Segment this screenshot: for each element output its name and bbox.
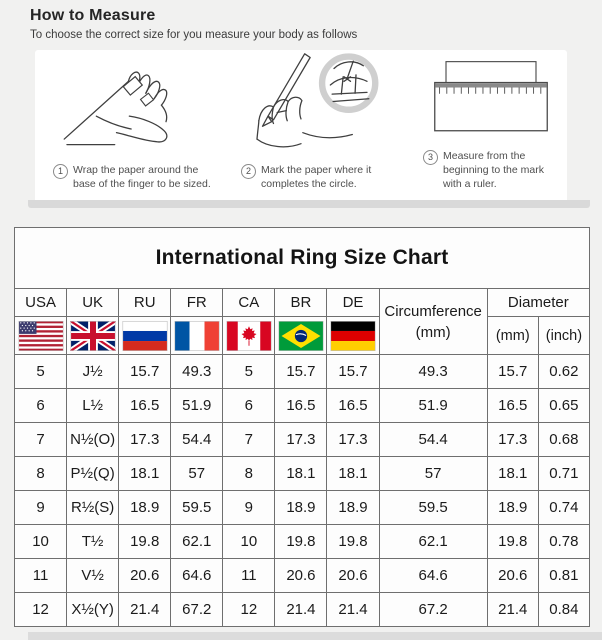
- size-cell: 59.5: [171, 491, 223, 525]
- size-cell: 20.6: [119, 559, 171, 593]
- size-cell: 17.3: [487, 423, 538, 457]
- step-3-caption-text: Measure from the beginning to the mark with a ruler.: [443, 150, 544, 191]
- size-cell: 18.9: [327, 491, 379, 525]
- size-cell: 10: [15, 525, 67, 559]
- ring-size-chart-table: [14, 227, 590, 627]
- fr-flag-icon: [174, 321, 220, 351]
- measure-steps-panel: [35, 50, 567, 200]
- size-cell: 0.78: [538, 525, 589, 559]
- pen-marking-paper-with-magnifier-icon: [229, 52, 417, 162]
- fr-flag-cell: [171, 317, 223, 355]
- page-title: How to Measure: [30, 7, 156, 24]
- size-cell: 16.5: [487, 389, 538, 423]
- size-cell: 11: [223, 559, 275, 593]
- size-cell: 7: [15, 423, 67, 457]
- size-cell: 17.3: [119, 423, 171, 457]
- step-1: [39, 52, 227, 200]
- size-cell: 18.1: [487, 457, 538, 491]
- step-3: [419, 52, 563, 200]
- step-1-caption: [39, 162, 227, 200]
- size-cell: 0.68: [538, 423, 589, 457]
- de-flag-cell: [327, 317, 379, 355]
- panel-shadow: [28, 200, 590, 208]
- br-flag-icon: [278, 321, 324, 351]
- size-cell: 20.6: [327, 559, 379, 593]
- size-cell: 19.8: [119, 525, 171, 559]
- step-1-caption-text: Wrap the paper around the base of the finger to be sized.: [73, 164, 211, 191]
- size-row: [15, 355, 590, 389]
- size-cell: X½(Y): [67, 593, 119, 627]
- size-cell: 21.4: [487, 593, 538, 627]
- size-cell: P½(Q): [67, 457, 119, 491]
- size-cell: 16.5: [275, 389, 327, 423]
- flag-row: [15, 317, 590, 355]
- size-cell: 5: [223, 355, 275, 389]
- size-cell: 9: [223, 491, 275, 525]
- br-flag-cell: [275, 317, 327, 355]
- size-cell: 18.1: [275, 457, 327, 491]
- col-header-de: DE: [327, 289, 379, 317]
- size-cell: 67.2: [379, 593, 487, 627]
- size-cell: N½(O): [67, 423, 119, 457]
- size-cell: 54.4: [379, 423, 487, 457]
- ru-flag-icon: [122, 321, 168, 351]
- size-cell: 0.81: [538, 559, 589, 593]
- size-cell: 49.3: [379, 355, 487, 389]
- size-row: [15, 457, 590, 491]
- usa-flag-cell: [15, 317, 67, 355]
- size-cell: 15.7: [119, 355, 171, 389]
- hand-with-paper-wrapped-finger-icon: [40, 52, 226, 162]
- size-cell: 21.4: [275, 593, 327, 627]
- col-header-fr: FR: [171, 289, 223, 317]
- size-table-head: [15, 228, 590, 355]
- step-2-number-icon: 2: [241, 164, 256, 179]
- size-cell: 7: [223, 423, 275, 457]
- size-cell: L½: [67, 389, 119, 423]
- size-row: [15, 491, 590, 525]
- ca-flag-icon: [226, 321, 272, 351]
- col-header-br: BR: [275, 289, 327, 317]
- size-cell: 16.5: [119, 389, 171, 423]
- size-cell: 0.84: [538, 593, 589, 627]
- circumference-unit: (mm): [415, 323, 451, 341]
- step-2-caption: [227, 162, 419, 200]
- col-header-ru: RU: [119, 289, 171, 317]
- ca-flag-cell: [223, 317, 275, 355]
- us-flag-icon: [18, 321, 64, 351]
- size-cell: 49.3: [171, 355, 223, 389]
- size-row: [15, 389, 590, 423]
- step-3-caption: [419, 148, 563, 200]
- size-cell: 16.5: [327, 389, 379, 423]
- col-header-uk: UK: [67, 289, 119, 317]
- size-row: [15, 423, 590, 457]
- size-cell: 12: [223, 593, 275, 627]
- size-cell: 0.65: [538, 389, 589, 423]
- size-table-body: [15, 355, 590, 627]
- size-cell: 18.9: [487, 491, 538, 525]
- size-cell: 0.74: [538, 491, 589, 525]
- size-cell: J½: [67, 355, 119, 389]
- size-cell: 15.7: [275, 355, 327, 389]
- size-cell: 18.9: [275, 491, 327, 525]
- size-cell: 19.8: [487, 525, 538, 559]
- size-cell: 57: [379, 457, 487, 491]
- size-cell: 6: [223, 389, 275, 423]
- size-cell: 6: [15, 389, 67, 423]
- size-cell: 59.5: [379, 491, 487, 525]
- size-cell: 54.4: [171, 423, 223, 457]
- ru-flag-cell: [119, 317, 171, 355]
- size-cell: 21.4: [327, 593, 379, 627]
- size-cell: 62.1: [171, 525, 223, 559]
- size-cell: 20.6: [275, 559, 327, 593]
- size-cell: 19.8: [275, 525, 327, 559]
- size-cell: 67.2: [171, 593, 223, 627]
- col-header-diameter: Diameter: [487, 289, 589, 317]
- step-2-caption-text: Mark the paper where it completes the circle.: [261, 164, 372, 191]
- size-cell: 18.1: [119, 457, 171, 491]
- size-cell: 5: [15, 355, 67, 389]
- bottom-strip: [28, 632, 602, 640]
- size-cell: 57: [171, 457, 223, 491]
- magnifier-circle-icon: [322, 57, 375, 110]
- diameter-mm-header: (mm): [487, 317, 538, 355]
- page-subtitle: To choose the correct size for you measure your body as follows: [30, 29, 358, 41]
- size-cell: 9: [15, 491, 67, 525]
- col-header-circumference: [379, 289, 487, 355]
- size-cell: 17.3: [327, 423, 379, 457]
- size-cell: 51.9: [379, 389, 487, 423]
- col-header-ca: CA: [223, 289, 275, 317]
- size-cell: 62.1: [379, 525, 487, 559]
- size-cell: 21.4: [119, 593, 171, 627]
- size-cell: 64.6: [171, 559, 223, 593]
- size-row: [15, 559, 590, 593]
- size-cell: R½(S): [67, 491, 119, 525]
- size-cell: 15.7: [487, 355, 538, 389]
- size-cell: 10: [223, 525, 275, 559]
- size-cell: 8: [223, 457, 275, 491]
- chart-title: International Ring Size Chart: [15, 228, 590, 289]
- uk-flag-icon: [70, 321, 116, 351]
- chart-title-row: [15, 228, 590, 289]
- size-cell: 15.7: [327, 355, 379, 389]
- size-row: [15, 593, 590, 627]
- size-cell: T½: [67, 525, 119, 559]
- size-cell: 64.6: [379, 559, 487, 593]
- size-cell: 51.9: [171, 389, 223, 423]
- size-cell: 20.6: [487, 559, 538, 593]
- size-cell: 0.71: [538, 457, 589, 491]
- size-cell: V½: [67, 559, 119, 593]
- size-cell: 18.1: [327, 457, 379, 491]
- size-cell: 12: [15, 593, 67, 627]
- country-header-row: [15, 289, 590, 317]
- size-cell: 17.3: [275, 423, 327, 457]
- uk-flag-cell: [67, 317, 119, 355]
- de-flag-icon: [330, 321, 376, 351]
- step-2: [227, 52, 419, 200]
- step-1-number-icon: 1: [53, 164, 68, 179]
- size-row: [15, 525, 590, 559]
- size-cell: 0.62: [538, 355, 589, 389]
- diameter-inch-header: (inch): [538, 317, 589, 355]
- ruler-measuring-paper-strip-icon: [421, 52, 561, 148]
- size-cell: 8: [15, 457, 67, 491]
- circumference-label: Circumference: [384, 302, 482, 320]
- size-cell: 19.8: [327, 525, 379, 559]
- size-cell: 11: [15, 559, 67, 593]
- step-3-number-icon: 3: [423, 150, 438, 165]
- size-cell: 18.9: [119, 491, 171, 525]
- col-header-usa: USA: [15, 289, 67, 317]
